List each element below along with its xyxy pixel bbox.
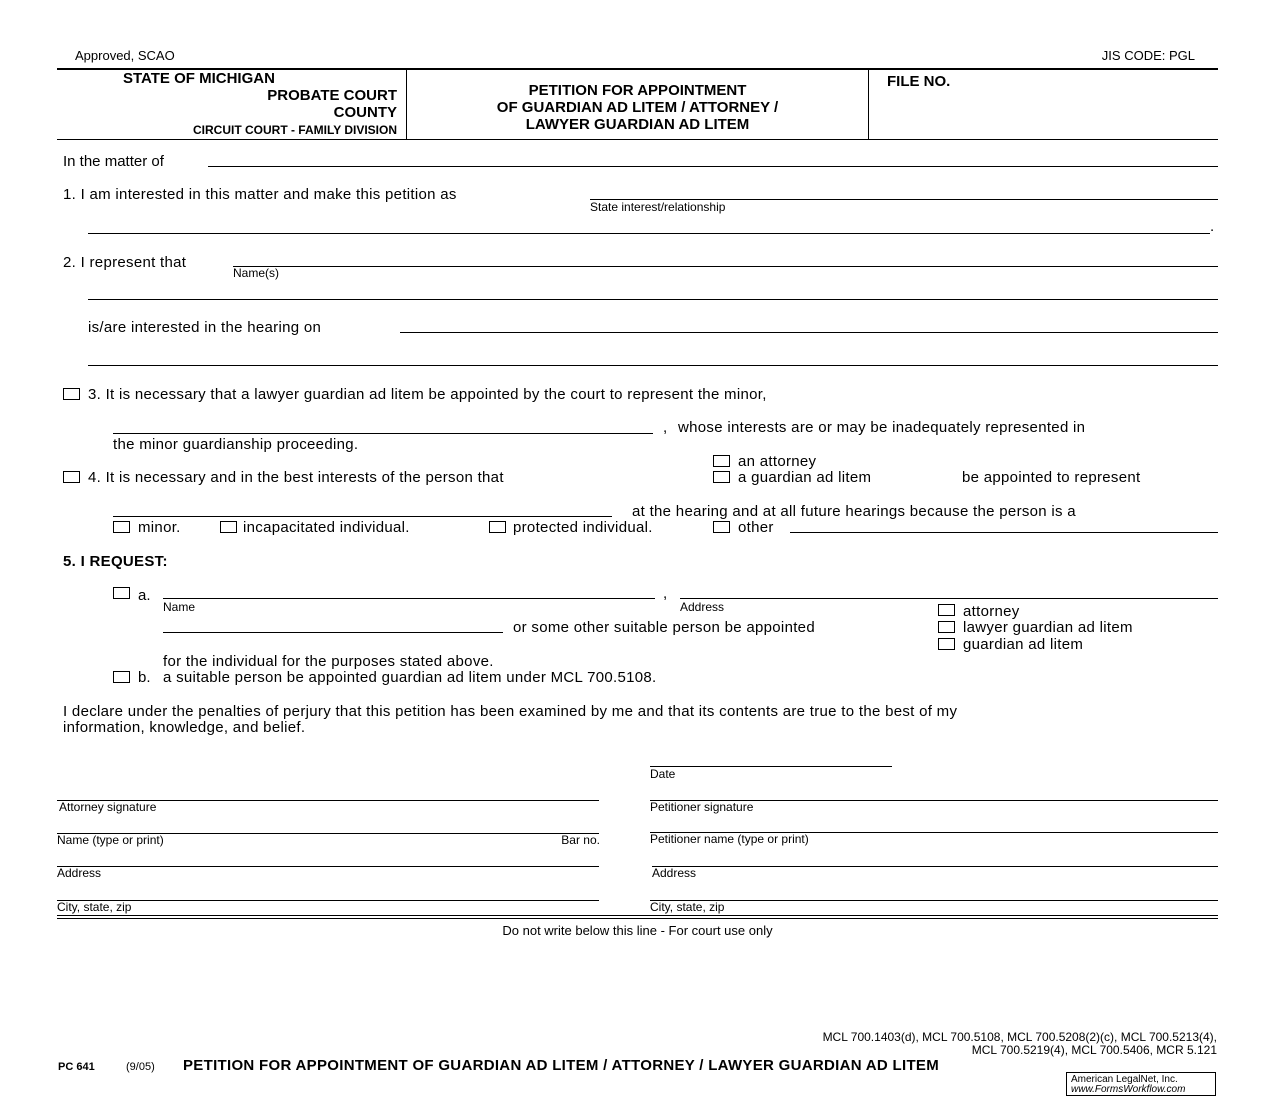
court-use-rule-1 [57, 915, 1218, 916]
other-label: other [738, 519, 774, 536]
hearing-label: is/are interested in the hearing on [88, 319, 322, 336]
header-bottom-rule [57, 139, 1218, 140]
names-field-2[interactable] [88, 299, 1218, 300]
court-use-label: Do not write below this line - For court use only [502, 923, 773, 938]
request-gal-checkbox[interactable] [938, 638, 955, 650]
other-checkbox[interactable] [713, 521, 730, 533]
petitioner-address-field[interactable] [652, 866, 1218, 867]
title-line-3: LAWYER GUARDIAN AD LITEM [525, 116, 750, 133]
matter-label: In the matter of [63, 153, 164, 170]
request-lgal-label: lawyer guardian ad litem [963, 619, 1133, 636]
hearing-field-2[interactable] [88, 365, 1218, 366]
item4-hearing: at the hearing and at all future hearings because the person is a [632, 503, 1076, 520]
bar-no-label: Bar no. [561, 833, 600, 847]
petitioner-signature-label: Petitioner signature [650, 800, 754, 814]
item4-text: 4. It is necessary and in the best interests of the person that [88, 469, 504, 486]
appointee-name-field[interactable] [163, 598, 655, 599]
item4-gal-checkbox[interactable] [713, 471, 730, 483]
other-field[interactable] [790, 532, 1218, 533]
names-caption: Name(s) [233, 266, 280, 280]
court-county: COUNTY [333, 104, 397, 121]
court-circuit: CIRCUIT COURT - FAMILY DIVISION [192, 123, 397, 137]
interest-caption: State interest/relationship [590, 200, 726, 214]
appointee-address-caption: Address [680, 600, 725, 614]
attorney-address-label: Address [57, 866, 102, 880]
request-b-text: a suitable person be appointed guardian ad litem under MCL 700.5108. [163, 669, 657, 686]
interest-field-2[interactable] [88, 233, 1210, 234]
appointee-name-caption: Name [163, 600, 196, 614]
court-state: STATE OF MICHIGAN [123, 70, 275, 87]
item3-comma: , [663, 419, 668, 436]
attorney-address-field[interactable] [57, 866, 599, 867]
item4-attorney-label: an attorney [738, 453, 817, 470]
request-suitable: or some other suitable person be appointed [513, 619, 815, 636]
brand-line-1: American LegalNet, Inc. [1071, 1074, 1178, 1085]
person-name-field[interactable] [113, 516, 612, 517]
footer-mcl-2: MCL 700.5219(4), MCL 700.5406, MCR 5.121 [971, 1043, 1217, 1057]
declaration-line-1: I declare under the penalties of perjury that this petition has been examined by me and that its contents are true to the best of my [63, 703, 958, 720]
declaration-line-2: information, knowledge, and belief. [63, 719, 306, 736]
request-attorney-label: attorney [963, 603, 1020, 620]
form-date: (9/05) [126, 1061, 155, 1073]
petitioner-city-field[interactable] [650, 900, 1218, 901]
title-line-1: PETITION FOR APPOINTMENT [528, 82, 747, 99]
court-probate: PROBATE COURT [267, 87, 397, 104]
jis-code: JIS CODE: PGL [1101, 48, 1195, 63]
request-lgal-checkbox[interactable] [938, 621, 955, 633]
item1-period: . [1210, 218, 1215, 235]
header-divider-2 [868, 69, 869, 140]
attorney-city-field[interactable] [57, 900, 599, 901]
minor-checkbox[interactable] [113, 521, 130, 533]
petitioner-name-label: Petitioner name (type or print) [650, 832, 809, 846]
title-line-2: OF GUARDIAN AD LITEM / ATTORNEY / [496, 99, 779, 116]
item3-text: 3. It is necessary that a lawyer guardian ad litem be appointed by the court to represent the minor, [88, 386, 767, 403]
request-a-checkbox[interactable] [113, 587, 130, 599]
request-gal-label: guardian ad litem [963, 636, 1084, 653]
petitioner-address-label: Address [652, 866, 697, 880]
incapacitated-checkbox[interactable] [220, 521, 237, 533]
brand-line-2: www.FormsWorkflow.com [1071, 1084, 1186, 1095]
request-heading: 5. I REQUEST: [63, 553, 168, 570]
item3-checkbox[interactable] [63, 388, 80, 400]
appointee-address-field[interactable] [680, 598, 1218, 599]
forms-workflow-logo [1066, 1072, 1216, 1096]
item4-appointed: be appointed to represent [962, 469, 1141, 486]
request-b-label: b. [138, 669, 151, 686]
protected-label: protected individual. [513, 519, 653, 536]
item3-cont: whose interests are or may be inadequately represented in [678, 419, 1086, 436]
file-no-label: FILE NO. [887, 73, 951, 90]
minor-name-field[interactable] [113, 433, 653, 434]
approved-label: Approved, SCAO [75, 48, 175, 63]
petitioner-city-label: City, state, zip [650, 900, 725, 914]
request-a-label: a. [138, 587, 151, 604]
request-a-comma: , [663, 585, 668, 602]
item4-gal-label: a guardian ad litem [738, 469, 872, 486]
request-attorney-checkbox[interactable] [938, 604, 955, 616]
item4-attorney-checkbox[interactable] [713, 455, 730, 467]
attorney-name-label: Name (type or print) [57, 833, 164, 847]
attorney-signature-label: Attorney signature [59, 800, 157, 814]
incapacitated-label: incapacitated individual. [243, 519, 410, 536]
request-purposes: for the individual for the purposes stated above. [163, 653, 494, 670]
footer-title: PETITION FOR APPOINTMENT OF GUARDIAN AD LITEM / ATTORNEY / LAWYER GUARDIAN AD LITEM [183, 1057, 940, 1074]
item3-cont2: the minor guardianship proceeding. [113, 436, 359, 453]
item4-checkbox[interactable] [63, 471, 80, 483]
protected-checkbox[interactable] [489, 521, 506, 533]
court-use-rule-2 [57, 918, 1218, 919]
date-label: Date [650, 767, 676, 781]
minor-label: minor. [138, 519, 181, 536]
item1-text: 1. I am interested in this matter and make this petition as [63, 186, 457, 203]
names-field[interactable] [233, 266, 1218, 267]
appointee-name-field-2[interactable] [163, 632, 503, 633]
attorney-city-label: City, state, zip [57, 900, 132, 914]
item2-text: 2. I represent that [63, 254, 187, 271]
matter-field[interactable] [208, 166, 1218, 167]
footer-mcl-1: MCL 700.1403(d), MCL 700.5108, MCL 700.5208(2)(c), MCL 700.5213(4), [822, 1030, 1217, 1044]
date-field[interactable] [650, 766, 892, 767]
form-number: PC 641 [58, 1061, 95, 1073]
hearing-field[interactable] [400, 332, 1218, 333]
request-b-checkbox[interactable] [113, 671, 130, 683]
